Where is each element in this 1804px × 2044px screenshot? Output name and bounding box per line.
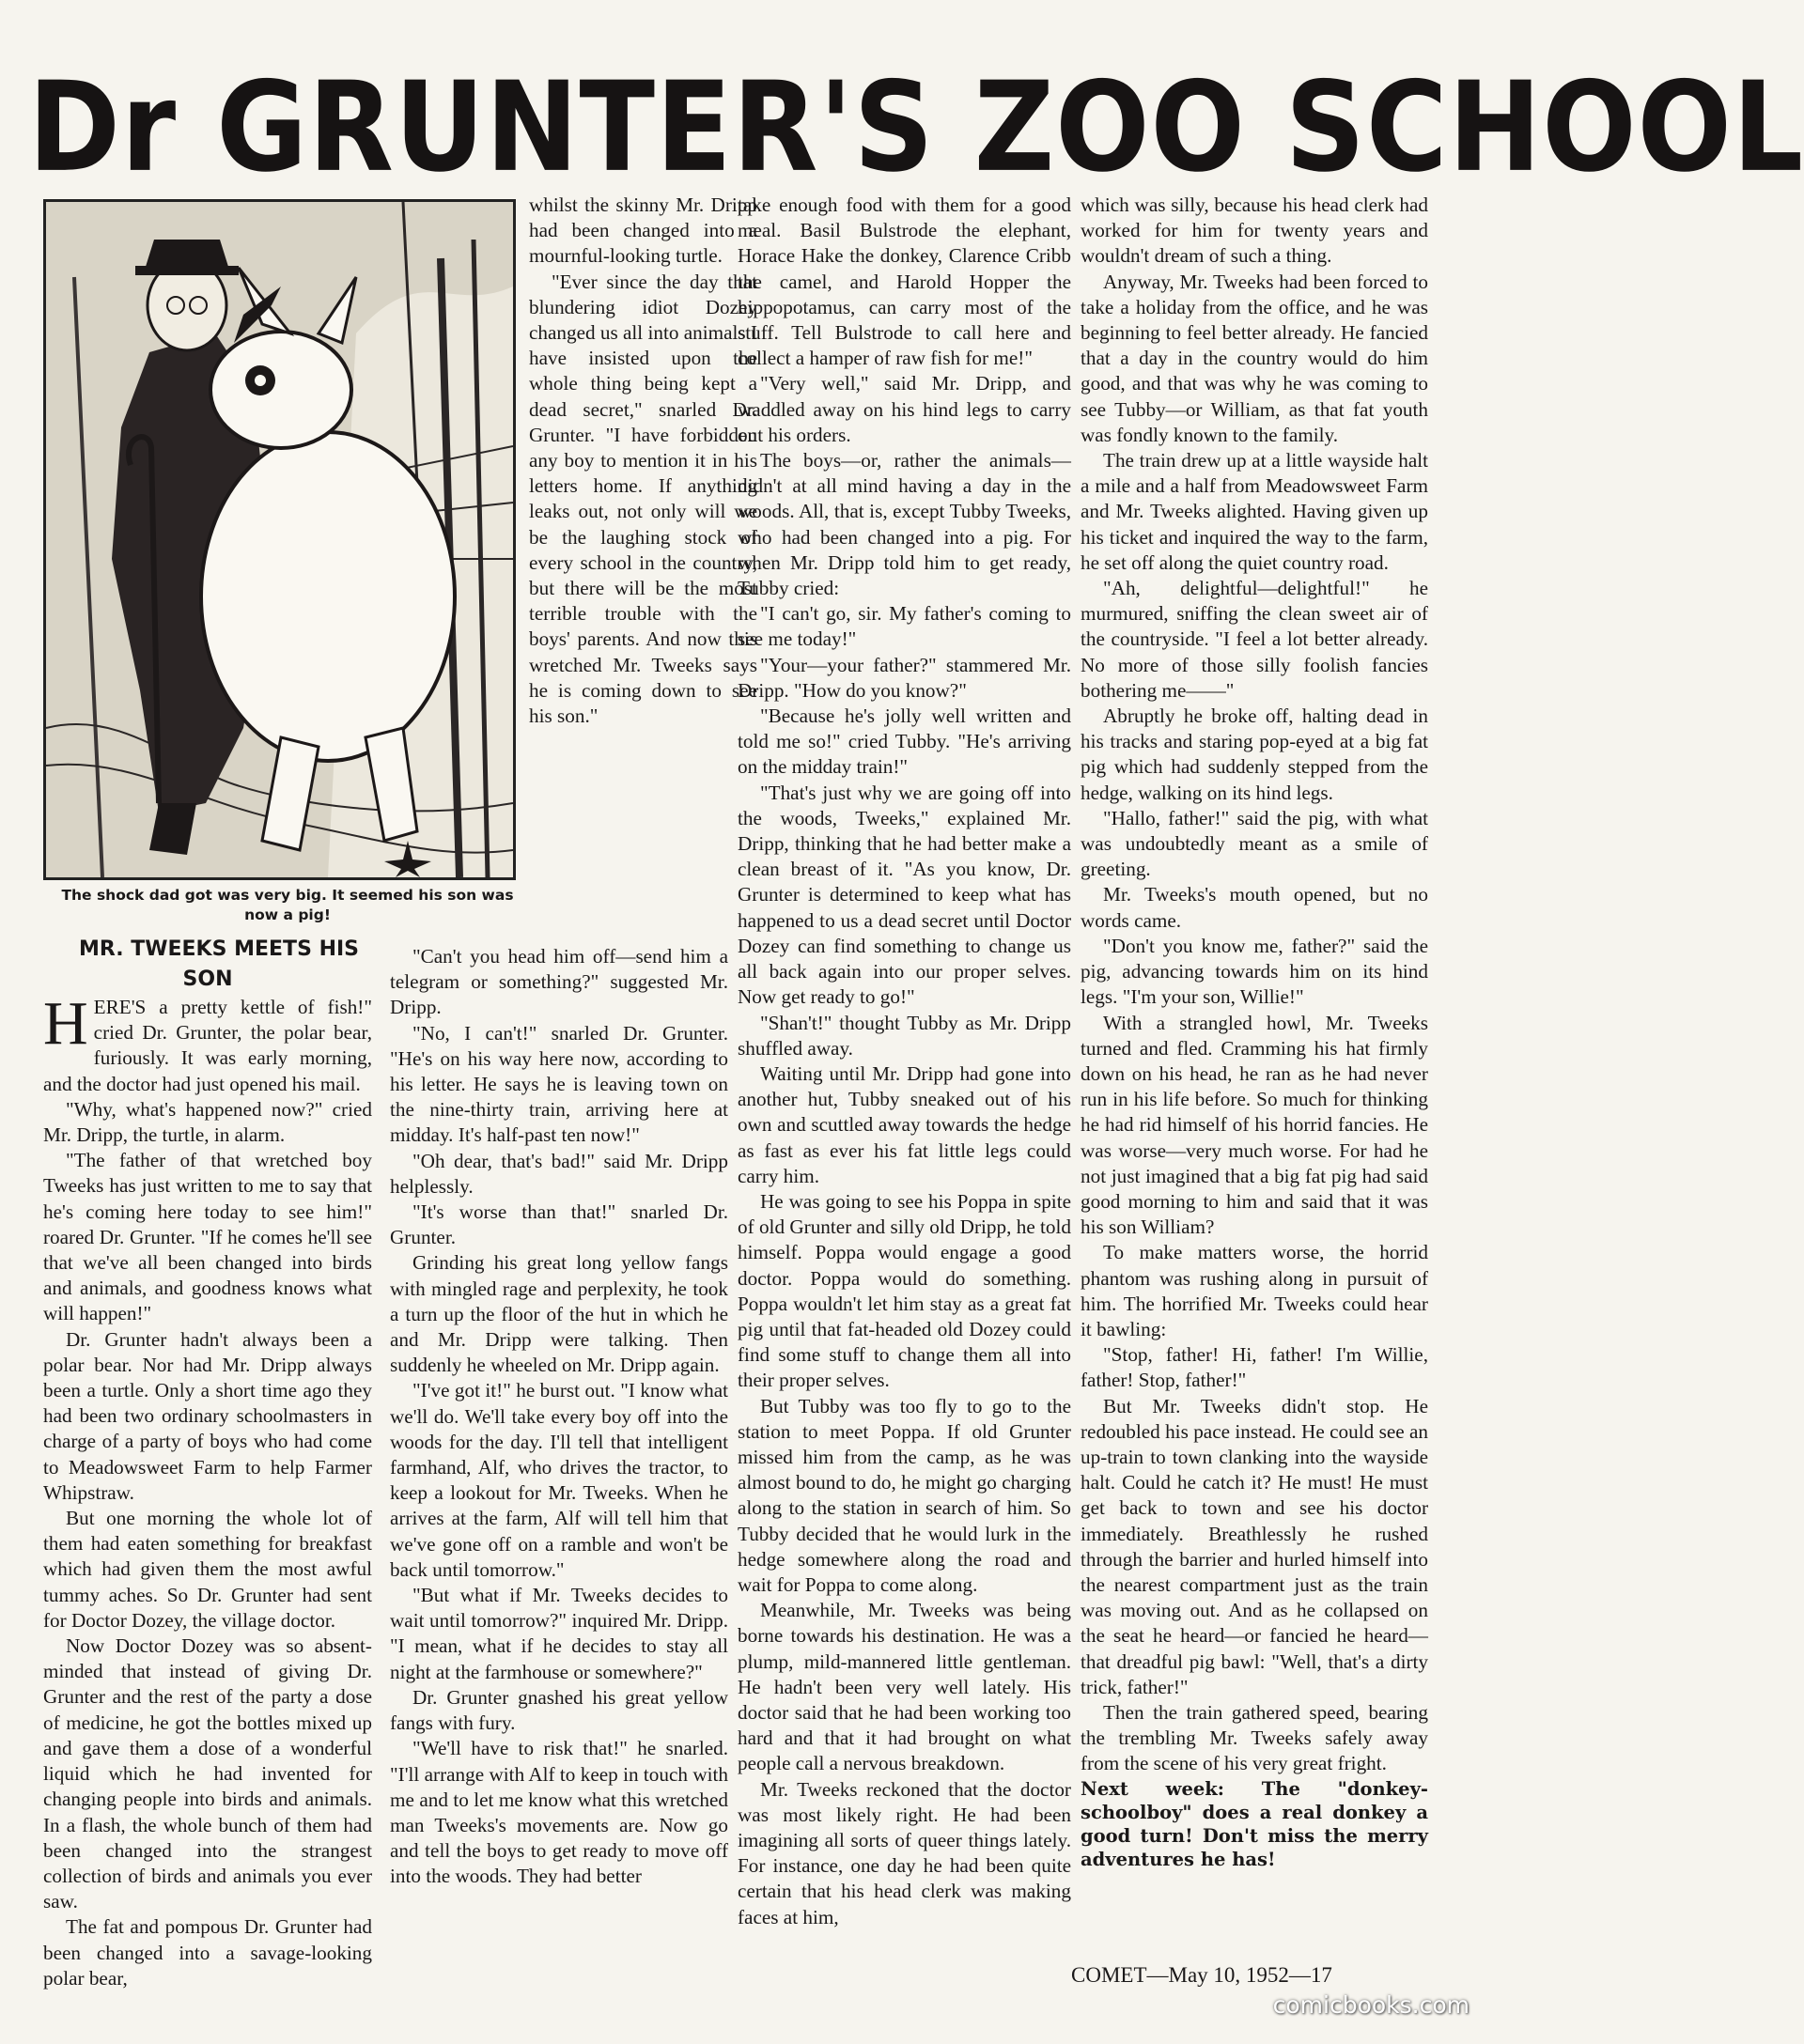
man-and-pig-drawing [46,202,513,877]
paragraph: "Can't you head him off—send him a telegram or something?" suggested Mr. Dripp. [390,945,728,1019]
paragraph: But Tubby was too fly to go to the station to meet Poppa. If old Grunter missed him from the camp, as he was almost bound to do, he might go charging along to the station in search of him. So Tubby decided that he would lurk in the hedge somewhere along the road and wait for Poppa to come along. [738,1394,1071,1596]
paragraph: which was silly, because his head clerk had worked for him for twenty years and wouldn't dream of such a thing. [1081,194,1428,268]
next-week-teaser: Next week: The "donkey-schoolboy" does a real donkey a good turn! Don't miss the merry adventures he has! [1081,1777,1428,1870]
paragraph: take enough food with them for a good meal. Basil Bulstrode the elephant, Horace Hake the donkey, Clarence Cribb the camel, and Harold Hopper the hippopotamus, can carry most of the stuff. Tell Bulstrode to call here and collect a hamper of raw fish for me!" [738,194,1071,370]
paragraph: "Ah, delightful—delightful!" he murmured, sniffing the clean sweet air of the countryside. "I feel a lot better already. No more of those silly foolish fancies bothering me——" [1081,577,1428,702]
illustration-caption: The shock dad got was very big. It seemed his son was now a pig! [61,887,514,923]
paragraph: The fat and pompous Dr. Grunter had been changed into a savage-looking polar bear, [43,1915,372,1990]
paragraph: "Hallo, father!" said the pig, with what was undoubtedly meant as a smile of greeting. [1081,806,1428,881]
paragraph: "Your—your father?" stammered Mr. Dripp. "How do you know?" [738,653,1071,702]
paragraph: Abruptly he broke off, halting dead in his tracks and staring pop-eyed at a big fat pig which had suddenly stepped from the hedge, walking on its hind legs. [1081,705,1428,804]
column-2-upper [529,193,757,939]
paragraph: Waiting until Mr. Dripp had gone into another hut, Tubby sneaked out of his own and scuttled away towards the hedge as fast as ever his fat little legs could carry him. [738,1061,1071,1187]
paragraph: Anyway, Mr. Tweeks had been forced to take a holiday from the office, and he was beginning to feel better already. He fancied that a day in the country would do him good, and that was why he was coming to see Tubby—or William, as that fat youth was fondly known to the family. [1081,270,1428,446]
paragraph: But one morning the whole lot of them had eaten something for breakfast which had given them the most awful tummy aches. So Dr. Grunter had sent for Doctor Dozey, the village doctor. [43,1507,372,1632]
paragraph: Dr. Grunter hadn't always been a polar bear. Nor had Mr. Dripp always been a turtle. Only a short time ago they had been two ordinary schoolmasters in charge of a party of boys who had come to Meadowsweet Farm to help Farmer Whipstraw. [43,1327,372,1504]
paragraph: "Oh dear, that's bad!" said Mr. Dripp helplessly. [390,1149,728,1198]
paragraph: "We'll have to risk that!" he snarled. "I'll arrange with Alf to keep in touch with me and to let me know what this wretched man Tweeks's movements are. Now go and tell the boys to get ready to move off into the woods. They had better [390,1737,728,1888]
paragraph: "Ever since the day that blundering idiot Dozey changed us all into animals I have insisted upon the whole thing being kept a dead secret," snarled Dr. Grunter. "I have forbidden any boy to mention it in his letters home. If anything leaks out, not only will we be the laughing stock of every school in the country, but there will be the most terrible trouble with the boys' parents. And now this wretched Mr. Tweeks says he is coming down to see his son." [529,270,758,728]
paragraph: The boys—or, rather the animals—didn't at all mind having a day in the woods. All, that is, except Tubby Tweeks, who had been changed into a pig. For when Mr. Dripp told him to get ready, Tubby cried: [738,449,1071,600]
column-3 [738,193,1071,1928]
column-2-lower [390,944,728,1907]
paragraph: "Stop, father! Hi, father! I'm Willie, father! Stop, father!" [1081,1343,1428,1392]
paragraph: "But what if Mr. Tweeks decides to wait until tomorrow?" inquired Mr. Dripp. "I mean, what if he decides to stay all night at the farmhouse or somewhere?" [390,1584,728,1683]
paragraph: "Because he's jolly well written and told me so!" cried Tubby. "He's arriving on the midday train!" [738,705,1071,779]
paragraph: He was going to see his Poppa in spite of old Grunter and silly old Dripp, he told himself. Poppa would engage a good doctor. Poppa would do something. Poppa wouldn't let him stay as a great fat pig until that fat-headed old Dozey could find some stuff to change them all into their proper selves. [738,1189,1071,1392]
paragraph: "I've got it!" he burst out. "I know what we'll do. We'll take every boy off into the woods for the day. I'll tell that intelligent farmhand, Alf, who drives the tractor, to keep a lookout for Mr. Tweeks. When he arrives at the farm, Alf will tell him that we've gone off on a ramble and won't be back until tomorrow." [390,1379,728,1581]
column-4 [1081,193,1428,1940]
page-footer: COMET—May 10, 1952—17 [1071,1963,1332,1987]
paragraph: HERE'S a pretty kettle of fish!" cried Dr. Grunter, the polar bear, furiously. It was early morning, and the doctor had just opened his mail. [43,989,372,1095]
paragraph: "Don't you know me, father?" said the pig, advancing towards him on its hind legs. "I'm your son, Willie!" [1081,934,1428,1009]
paragraph: "I can't go, sir. My father's coming to see me today!" [738,602,1071,651]
paragraph: But Mr. Tweeks didn't stop. He redoubled his pace instead. He could see an up-train to town clanking into the wayside halt. Could he catch it? He must! He must get back to town and see his doctor immediately. Breathlessly he rushed through the barrier and hurled himself into the nearest compartment just as the train was moving out. And as he collapsed on the seat he heard—or fancied he heard—that dreadful pig bawl: "Well, that's a dirty trick, father!" [1081,1394,1428,1698]
story-illustration [43,199,516,880]
paragraph: Grinding his great long yellow fangs with mingled rage and perplexity, he took a turn up the floor of the hut in which he and Mr. Dripp were talking. Then suddenly he wheeled on Mr. Dripp again. [390,1251,728,1377]
paragraph: "No, I can't!" snarled Dr. Grunter. "He's on his way here now, according to his letter. He says he is leaving town on the nine-thirty train, arriving here at midday. It's half-past ten now!" [390,1021,728,1147]
paragraph: "The father of that wretched boy Tweeks has just written to me to say that he's coming here today to see him!" roared Dr. Grunter. "If he comes he'll see that we've all been changed into birds and animals, and goodness knows what will happen!" [43,1149,372,1325]
paragraph: "Why, what's happened now?" cried Mr. Dripp, the turtle, in alarm. [43,1097,372,1147]
paragraph: "Very well," said Mr. Dripp, and waddled away on his hind legs to carry out his orders. [738,372,1071,446]
section-heading: MR. TWEEKS MEETS HIS SON [78,937,360,991]
paragraph: "Shan't!" thought Tubby as Mr. Dripp shuffled away. [738,1011,1071,1060]
paragraph: Now Doctor Dozey was so absent-minded that instead of giving Dr. Grunter and the rest of the party a dose of medicine, he got the bottles mixed up and gave them a dose of a wonderful liquid which he had invented for changing people into birds and animals. In a flash, the whole bunch of them had been changed into the strangest collection of birds and animals you ever saw. [43,1634,372,1913]
paragraph: whilst the skinny Mr. Dripp had been changed into a mournful-looking turtle. [529,194,757,268]
paragraph: "That's just why we are going off into the woods, Tweeks," explained Mr. Dripp, thinking that he had better make a clean breast of it. "As you know, Dr. Grunter is determined to keep what has happened to us a dead secret until Doctor Dozey can find something to change us all back again into our proper selves. Now get ready to go!" [738,781,1071,1009]
paragraph: Then the train gathered speed, bearing the trembling Mr. Tweeks safely away from the scene of his very great fright. [1081,1700,1428,1775]
paragraph: The train drew up at a little wayside halt a mile and a half from Meadowsweet Farm and Mr. Tweeks alighted. Having given up his ticket and inquired the way to the farm, he set off along the quiet country road. [1081,449,1428,574]
paragraph: Mr. Tweeks's mouth opened, but no words came. [1081,883,1428,932]
paragraph: Meanwhile, Mr. Tweeks was being borne towards his destination. He was a plump, mild-mannered little gentleman. He hadn't been very well lately. His doctor said that he had been working too hard and that it had brought on what people call a nervous breakdown. [738,1599,1071,1775]
column-1 [43,935,372,1990]
paragraph: Mr. Tweeks reckoned that the doctor was most likely right. He had been imagining all sorts of queer things lately. For instance, one day he had been quite certain that his head clerk was making faces at him, [738,1777,1071,1928]
paragraph: "It's worse than that!" snarled Dr. Grunter. [390,1200,728,1249]
paragraph: With a strangled howl, Mr. Tweeks turned and fled. Cramming his hat firmly down on his head, he ran as he had never run in his life before. So much for thinking he had rid himself of his horrid fancies. He was worse—very much worse. For had he not just imagined that a big fat pig had said good morning to him and said that it was his son William? [1081,1011,1428,1239]
watermark: comicbooks.com [1272,1991,1470,2019]
paragraph: To make matters worse, the horrid phantom was rushing along in pursuit of him. The horrified Mr. Tweeks could hear it bawling: [1081,1241,1428,1340]
drop-cap: H [43,989,88,1058]
story-title: Dr GRUNTER'S ZOO SCHOOL [28,54,1804,200]
paragraph: Dr. Grunter gnashed his great yellow fangs with fury. [390,1685,728,1735]
